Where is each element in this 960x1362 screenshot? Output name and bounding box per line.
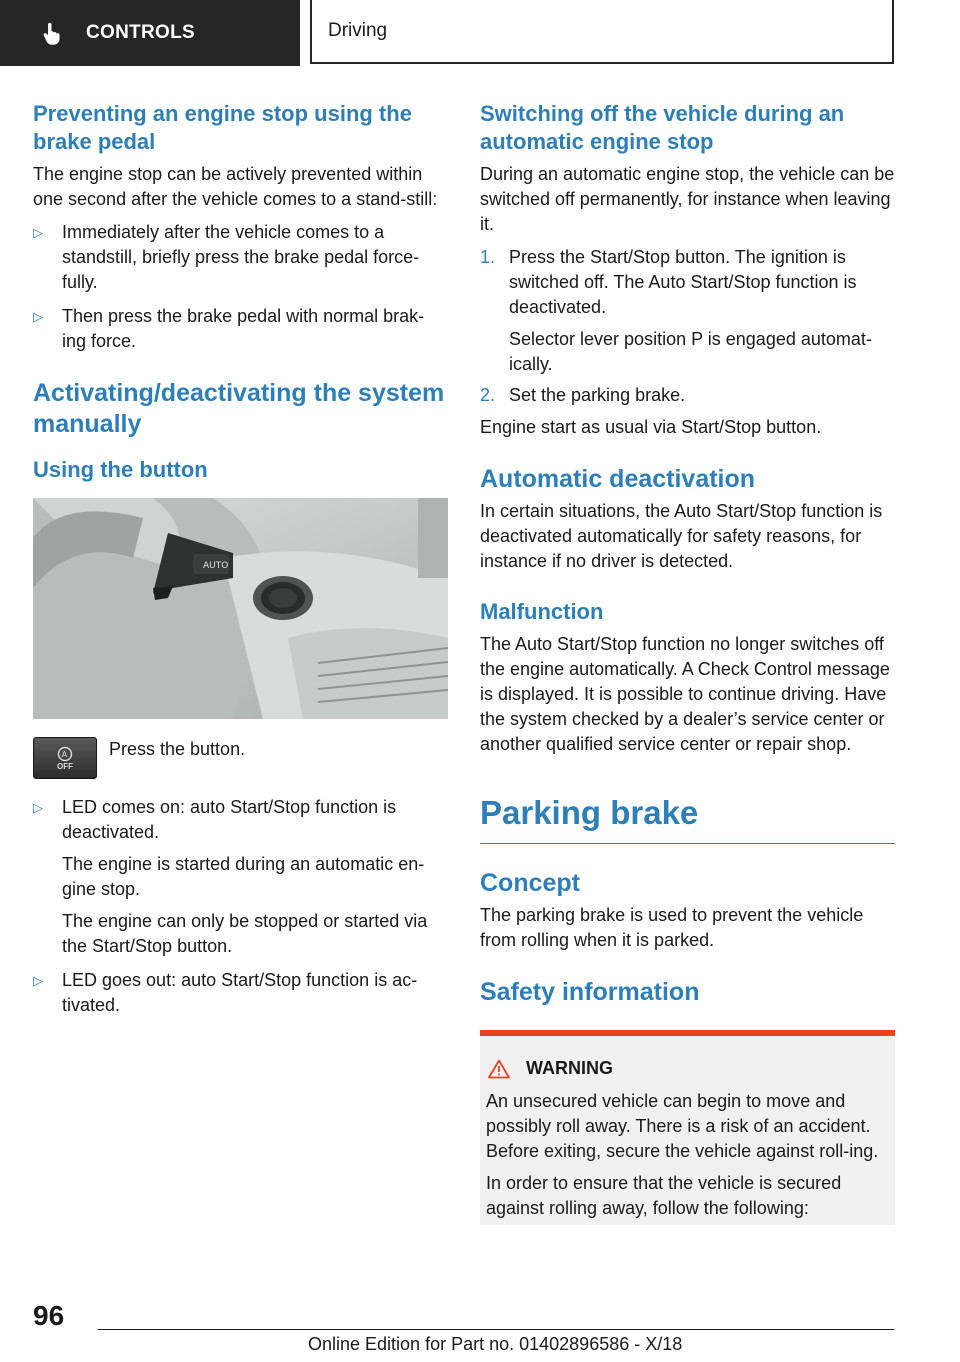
- heading-concept: Concept: [480, 869, 580, 897]
- svg-text:A: A: [61, 749, 68, 759]
- step-number: 1.: [480, 247, 496, 267]
- press-button-text: Press the button.: [109, 739, 246, 759]
- paragraph-malfunction: The Auto Start/Stop function no longer switches off the engine automatically. A Check Control message is displayed. It is possible to continue driving. Have the system checked by a dealer’s service center or another qualified service center or repair shop.: [480, 634, 890, 754]
- warning-title: WARNING: [486, 1056, 889, 1081]
- left-column: [33, 100, 448, 1018]
- heading-using-button: Using the button: [33, 457, 208, 482]
- list-item-detail: The engine is started during an automatic en‐gine stop.: [62, 854, 425, 899]
- step-number: 2.: [480, 385, 496, 405]
- heading-parking-brake: Parking brake: [480, 794, 699, 831]
- right-column: [480, 100, 895, 1225]
- steering-column-photo: [33, 498, 448, 719]
- page-number: 96: [33, 1300, 65, 1331]
- list-item: ▷ LED comes on: auto Start/Stop function is deactivated.: [33, 795, 448, 845]
- paragraph-switch-off: During an automatic engine stop, the vehicle can be switched off permanently, for instance when leaving it.: [480, 164, 895, 234]
- list-item: ▷ Then press the brake pedal with normal brak‐ing force.: [33, 304, 448, 354]
- paragraph-prevent: The engine stop can be actively prevented within one second after the vehicle comes to a stand‐still:: [33, 164, 438, 209]
- chapter-title: Driving: [328, 20, 388, 41]
- triangle-bullet-icon: ▷: [33, 309, 43, 324]
- list-item-detail: The engine can only be stopped or started via the Start/Stop button.: [62, 911, 428, 956]
- warning-box: [480, 1030, 895, 1225]
- heading-prevent-engine-stop: Preventing an engine stop using the brake pedal: [33, 101, 412, 154]
- section-tab: [0, 0, 300, 66]
- list-item: ▷ LED goes out: auto Start/Stop function is ac‐tivated.: [33, 968, 448, 1018]
- triangle-bullet-icon: ▷: [33, 800, 43, 815]
- triangle-bullet-icon: ▷: [33, 973, 43, 988]
- hand-pointer-icon: [40, 20, 66, 46]
- section-title: CONTROLS: [86, 22, 196, 43]
- warning-text: In order to ensure that the vehicle is secured against rolling away, follow the following:: [486, 1173, 842, 1218]
- paragraph-engine-start: Engine start as usual via Start/Stop button.: [480, 417, 822, 437]
- heading-activate-deactivate: Activating/deactivating the system manually: [33, 379, 445, 438]
- footer-edition: Online Edition for Part no. 01402896586 - X/18: [308, 1334, 683, 1354]
- button-instruction: [33, 737, 448, 779]
- svg-text:AUTO: AUTO: [203, 561, 229, 571]
- heading-switch-off: Switching off the vehicle during an automatic engine stop: [480, 101, 845, 154]
- chapter-tab: [310, 0, 894, 64]
- auto-start-stop-off-button-icon: A OFF: [33, 737, 97, 779]
- triangle-bullet-icon: ▷: [33, 225, 43, 240]
- warning-triangle-icon: [488, 1059, 510, 1079]
- heading-malfunction: Malfunction: [480, 599, 604, 624]
- paragraph-automatic-deactivation: In certain situations, the Auto Start/Stop function is deactivated automatically for safety reasons, for instance if no driver is detected.: [480, 501, 883, 571]
- numbered-step: 2. Set the parking brake.: [480, 383, 895, 408]
- warning-text: An unsecured vehicle can begin to move and possibly roll away. There is a risk of an accident. Before exiting, secure the vehicle against roll‐ing.: [486, 1091, 879, 1161]
- heading-safety-information: Safety information: [480, 978, 700, 1006]
- step-detail: Selector lever position P is engaged automat‐ically.: [509, 329, 872, 374]
- paragraph-concept: The parking brake is used to prevent the vehicle from rolling when it is parked.: [480, 905, 864, 950]
- footer-divider: [98, 1329, 894, 1330]
- list-item: ▷ Immediately after the vehicle comes to a standstill, briefly press the brake pedal force‐fully.: [33, 220, 448, 295]
- numbered-step: 1. Press the Start/Stop button. The ignition is switched off. The Auto Start/Stop function is deactivated.: [480, 245, 895, 320]
- heading-automatic-deactivation: Automatic deactivation: [480, 465, 756, 493]
